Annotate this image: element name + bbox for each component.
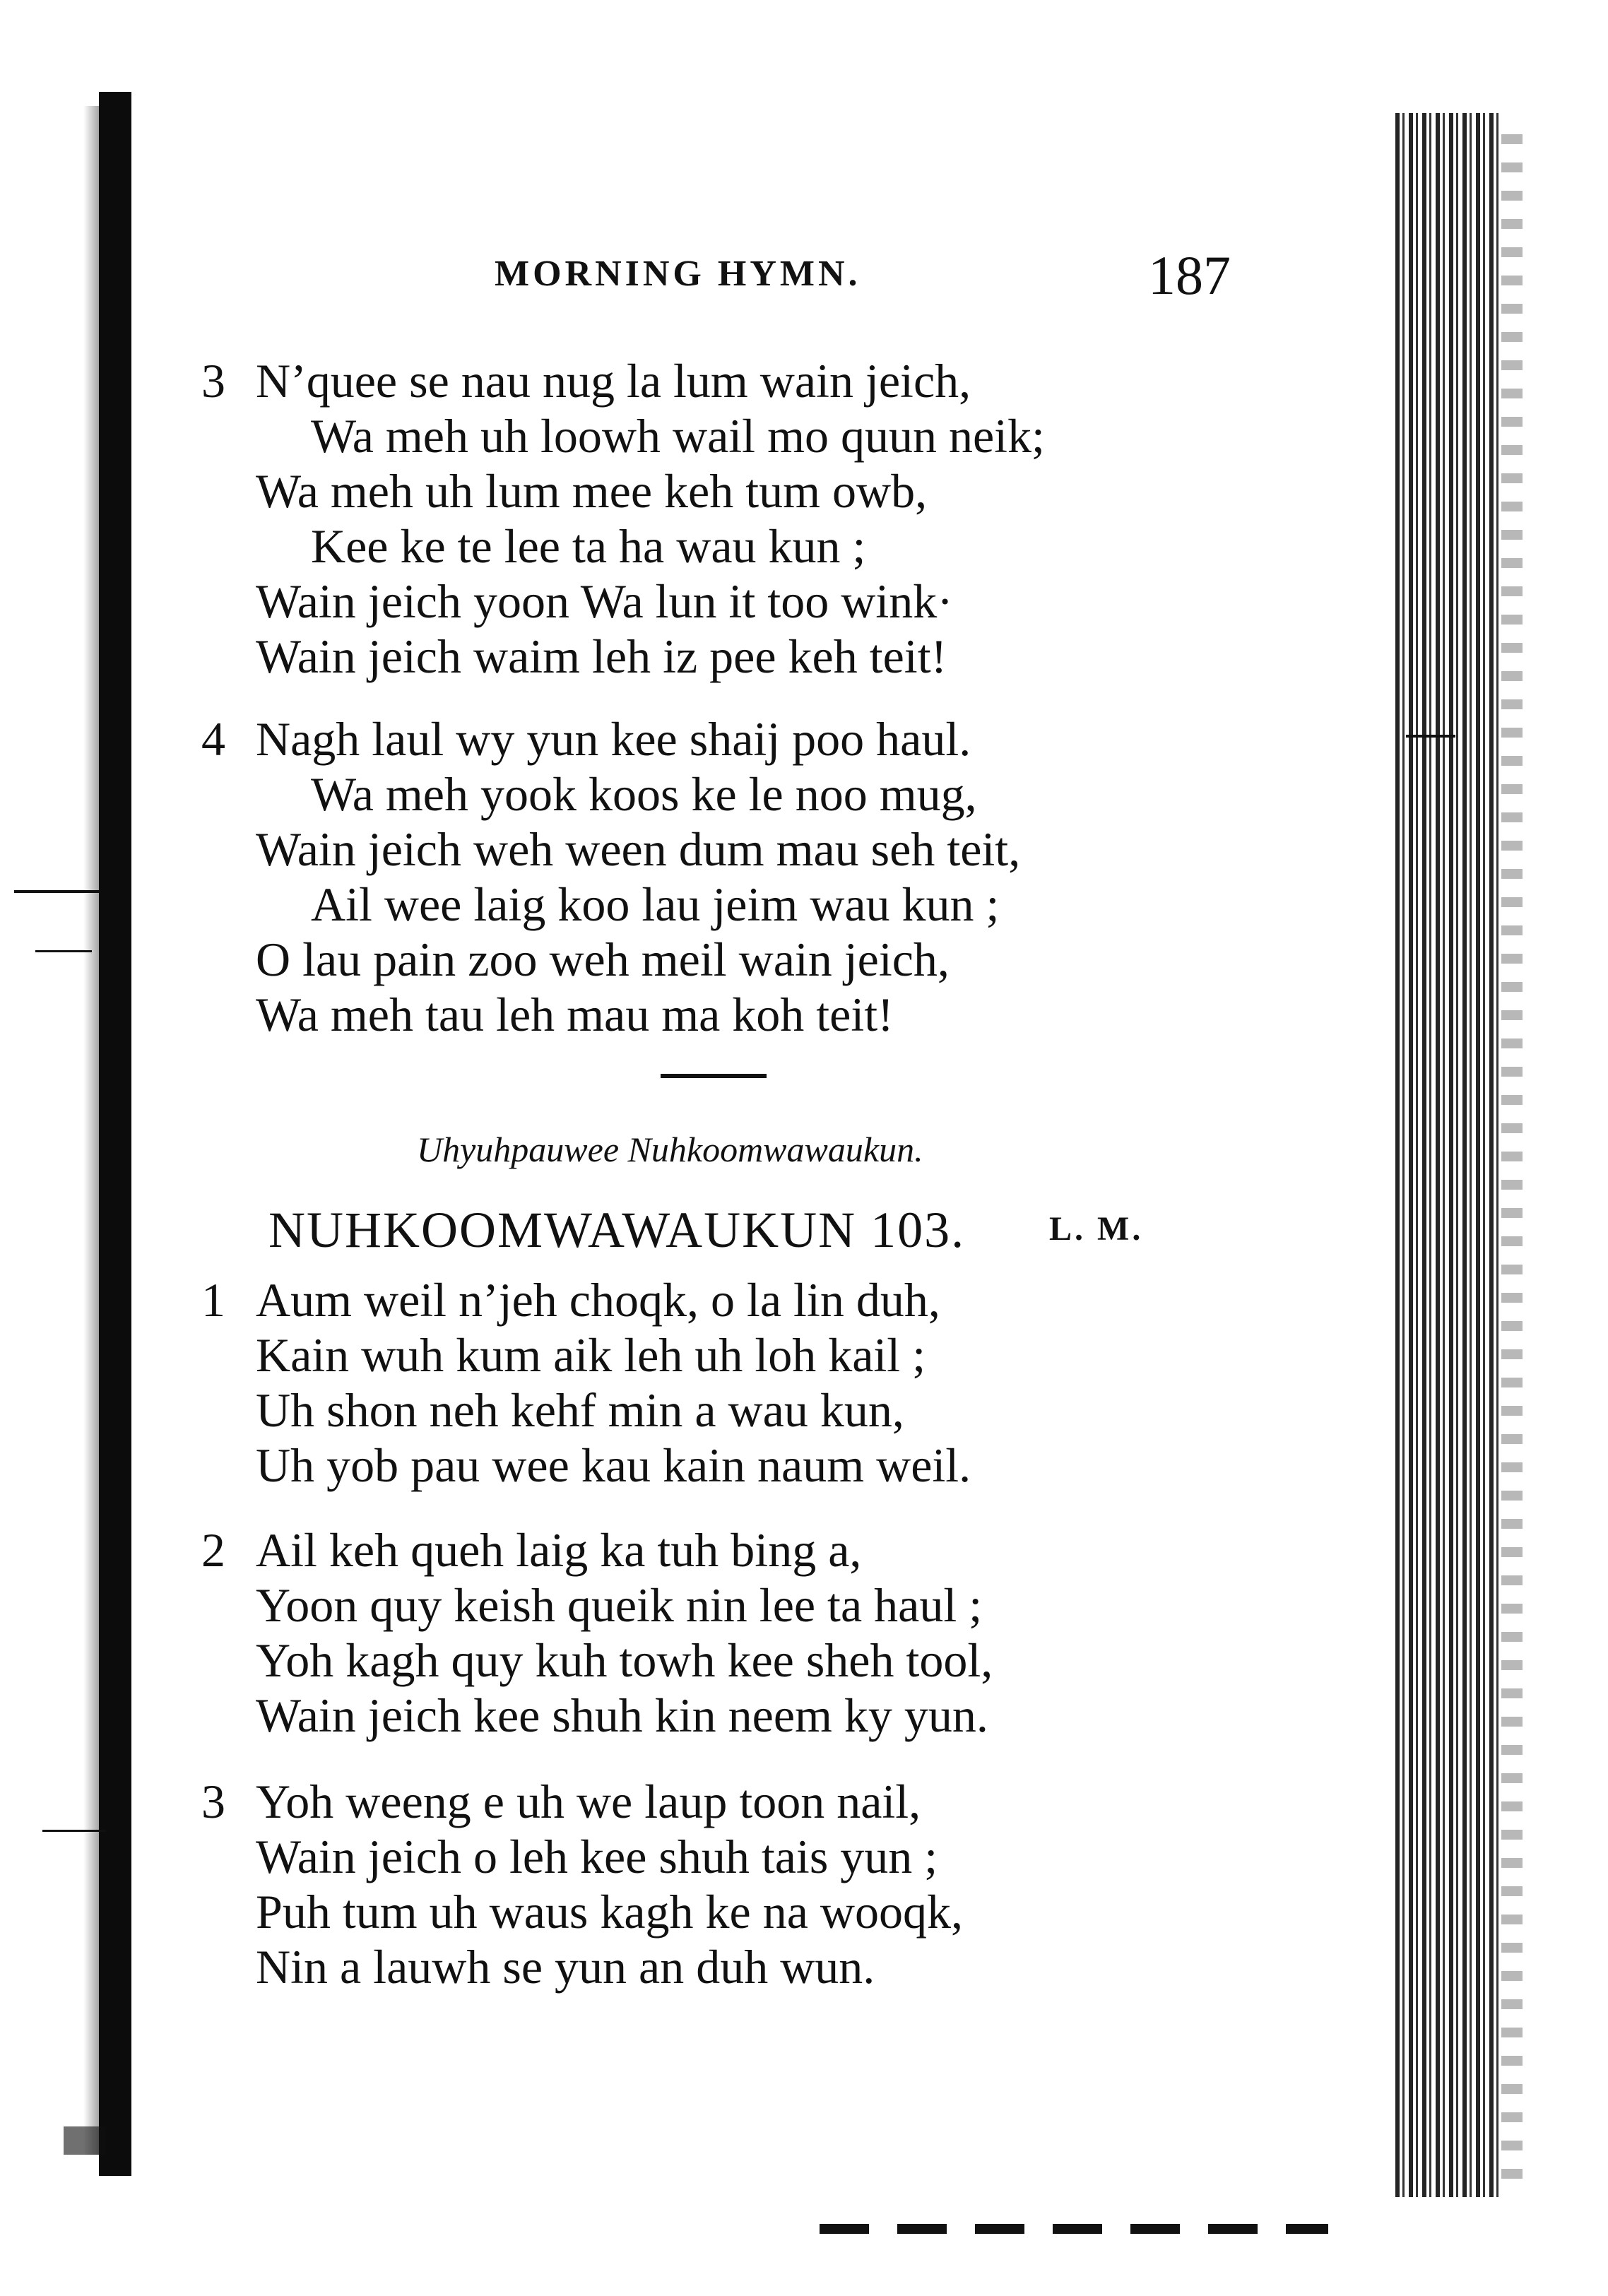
verse-line: Uh yob pau wee kau kain naum weil. — [256, 1438, 971, 1492]
ink-mark — [35, 950, 92, 952]
verse-line: Wa meh uh loowh wail mo quun neik; — [311, 409, 1045, 463]
ink-mark — [14, 890, 99, 893]
verse-line: Kee ke te lee ta ha wau kun ; — [311, 519, 866, 573]
verse-line: Wa meh tau leh mau ma koh teit! — [256, 988, 894, 1041]
ink-smudge — [64, 2126, 106, 2155]
verse-line: Kain wuh kum aik leh uh loh kail ; — [256, 1328, 926, 1382]
ink-mark — [1406, 735, 1455, 738]
verse-line: Uh shon neh kehf min a wau kun, — [256, 1383, 904, 1437]
verse-line: Wa meh yook koos ke le noo mug, — [311, 767, 977, 821]
verse-line: Yoh kagh quy kuh towh kee sheh tool, — [256, 1633, 993, 1687]
binding-shadow — [83, 106, 99, 2155]
verse-number: 3 — [201, 354, 225, 408]
verse-line: Aum weil n’jeh choqk, o la lin duh, — [256, 1273, 940, 1327]
page-edge-texture — [1501, 134, 1523, 2183]
verse-line: Wain jeich kee shuh kin neem ky yun. — [256, 1688, 988, 1742]
verse-line: O lau pain zoo weh meil wain jeich, — [256, 933, 950, 986]
verse-line: Wain jeich o leh kee shuh tais yun ; — [256, 1830, 938, 1883]
verse-line: Yoh weeng e uh we laup toon nail, — [256, 1775, 921, 1828]
page-number: 187 — [1148, 244, 1231, 306]
verse-line: Ail wee laig koo lau jeim wau kun ; — [311, 877, 1000, 931]
verse-line: Nagh laul wy yun kee shaij poo haul. — [256, 712, 971, 766]
verse-line: Wain jeich yoon Wa lun it too wink· — [256, 574, 953, 628]
hymn-heading: NUHKOOMWAWAUKUN 103. — [268, 1202, 966, 1258]
verse-line: Wain jeich waim leh iz pee keh teit! — [256, 629, 947, 683]
verse-line: Ail keh queh laig ka tuh bing a, — [256, 1523, 862, 1577]
verse-line: Yoon quy keish queik nin lee ta haul ; — [256, 1578, 983, 1632]
ink-mark — [42, 1830, 106, 1832]
verse-line: Wa meh uh lum mee keh tum owb, — [256, 464, 928, 518]
verse-line: N’quee se nau nug la lum wain jeich, — [256, 354, 971, 408]
verse-number: 1 — [201, 1273, 225, 1327]
binding-edge — [99, 92, 131, 2176]
verse-line: Wain jeich weh ween dum mau seh teit, — [256, 822, 1021, 876]
verse-line: Puh tum uh waus kagh ke na wooqk, — [256, 1885, 964, 1939]
verse-number: 2 — [201, 1523, 225, 1577]
running-head: MORNING HYMN. — [495, 254, 861, 294]
section-divider — [661, 1074, 767, 1078]
bottom-edge-marks — [820, 2224, 1328, 2234]
verse-number: 3 — [201, 1775, 225, 1828]
verse-line: Nin a lauwh se yun an duh wun. — [256, 1940, 875, 1994]
page-edge-stripes — [1395, 113, 1501, 2197]
verse-number: 4 — [201, 712, 225, 766]
hymn-meter: L. M. — [1049, 1210, 1144, 1248]
hymn-title: Uhyuhpauwee Nuhkoomwawaukun. — [417, 1130, 923, 1169]
